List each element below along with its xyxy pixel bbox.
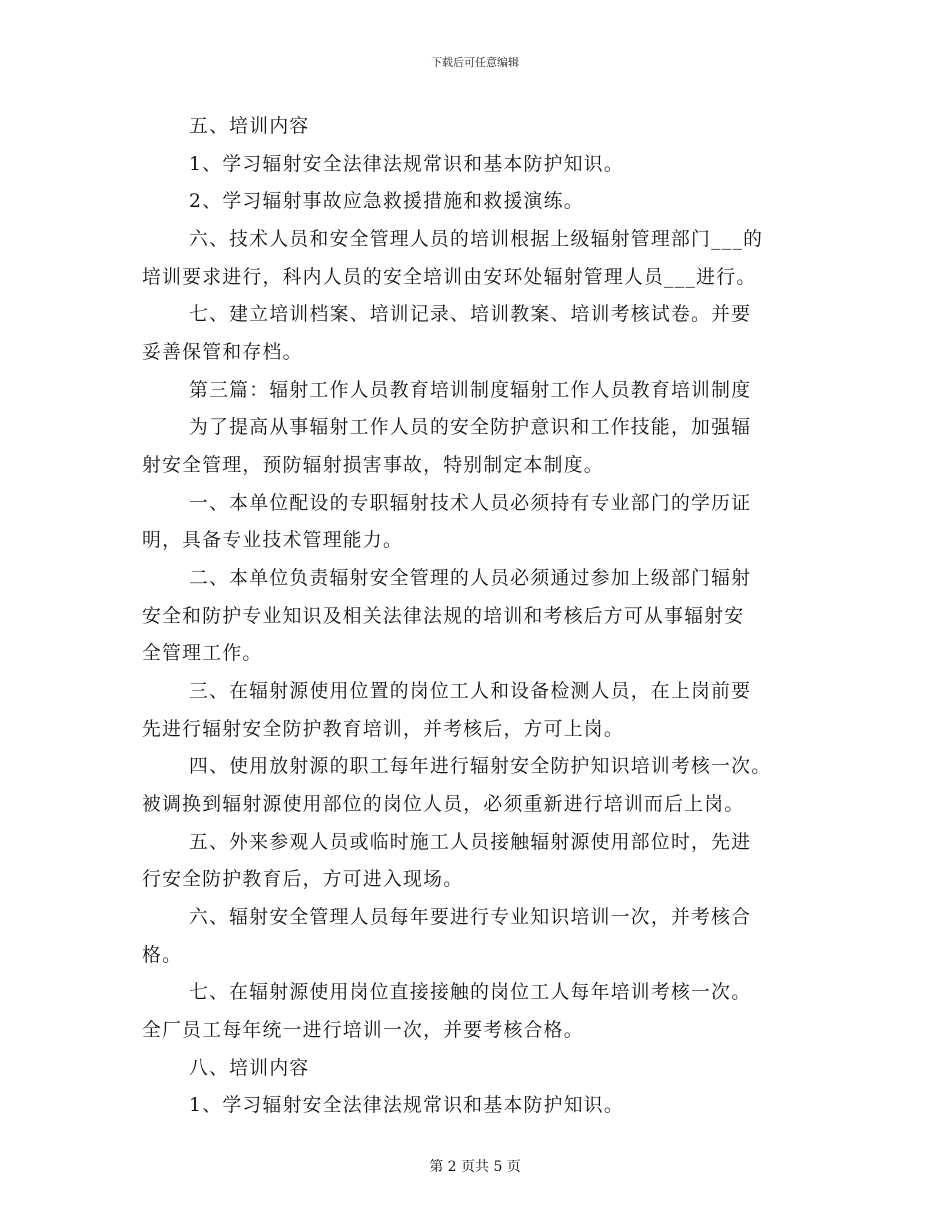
text-line: 二、本单位负责辐射安全管理的人员必须通过参加上级部门辐射 <box>189 568 752 589</box>
page-header: 下载后可任意编辑 <box>431 56 519 69</box>
text-line: 培训要求进行，科内人员的安全培训由安环处辐射管理人员___进行。 <box>142 267 757 288</box>
text-line: 行安全防护教育后，方可进入现场。 <box>142 869 464 890</box>
text-line: 七、在辐射源使用岗位直接接触的岗位工人每年培训考核一次。 <box>189 982 752 1003</box>
text-line: 为了提高从事辐射工作人员的安全防护意识和工作技能，加强辐 <box>189 417 752 438</box>
text-line: 安全和防护专业知识及相关法律法规的培训和考核后方可从事辐射安 <box>142 606 745 627</box>
text-line: 先进行辐射安全防护教育培训，并考核后，方可上岗。 <box>142 719 624 740</box>
text-line: 五、培训内容 <box>189 116 310 137</box>
text-line: 全厂员工每年统一进行培训一次，并要考核合格。 <box>142 1020 584 1041</box>
text-line: 1、学习辐射安全法律法规常识和基本防护知识。 <box>189 154 624 175</box>
text-line: 六、技术人员和安全管理人员的培训根据上级辐射管理部门___的 <box>189 229 764 250</box>
text-line: 1、学习辐射安全法律法规常识和基本防护知识。 <box>189 1095 624 1116</box>
text-line: 全管理工作。 <box>142 643 263 664</box>
text-line: 六、辐射安全管理人员每年要进行专业知识培训一次，并考核合 <box>189 907 752 928</box>
text-line: 被调换到辐射源使用部位的岗位人员，必须重新进行培训而后上岗。 <box>142 794 745 815</box>
text-line: 八、培训内容 <box>189 1058 310 1079</box>
text-line: 七、建立培训档案、培训记录、培训教案、培训考核试卷。并要 <box>189 304 752 325</box>
text-line: 2、学习辐射事故应急救援措施和救援演练。 <box>189 191 584 212</box>
text-line: 三、在辐射源使用位置的岗位工人和设备检测人员，在上岗前要 <box>189 681 752 702</box>
text-line: 妥善保管和存档。 <box>142 342 303 363</box>
text-line: 格。 <box>142 945 183 966</box>
text-line: 射安全管理，预防辐射损害事故，特别制定本制度。 <box>142 455 604 476</box>
text-line: 一、本单位配设的专职辐射技术人员必须持有专业部门的学历证 <box>189 493 752 514</box>
text-line: 明，具备专业技术管理能力。 <box>142 530 404 551</box>
page-number: 第 2 页共 5 页 <box>429 1159 521 1175</box>
text-line: 五、外来参观人员或临时施工人员接触辐射源使用部位时，先进 <box>189 832 752 853</box>
section-title: 第三篇：辐射工作人员教育培训制度辐射工作人员教育培训制度 <box>189 380 752 401</box>
text-line: 四、使用放射源的职工每年进行辐射安全防护知识培训考核一次。 <box>189 756 772 777</box>
